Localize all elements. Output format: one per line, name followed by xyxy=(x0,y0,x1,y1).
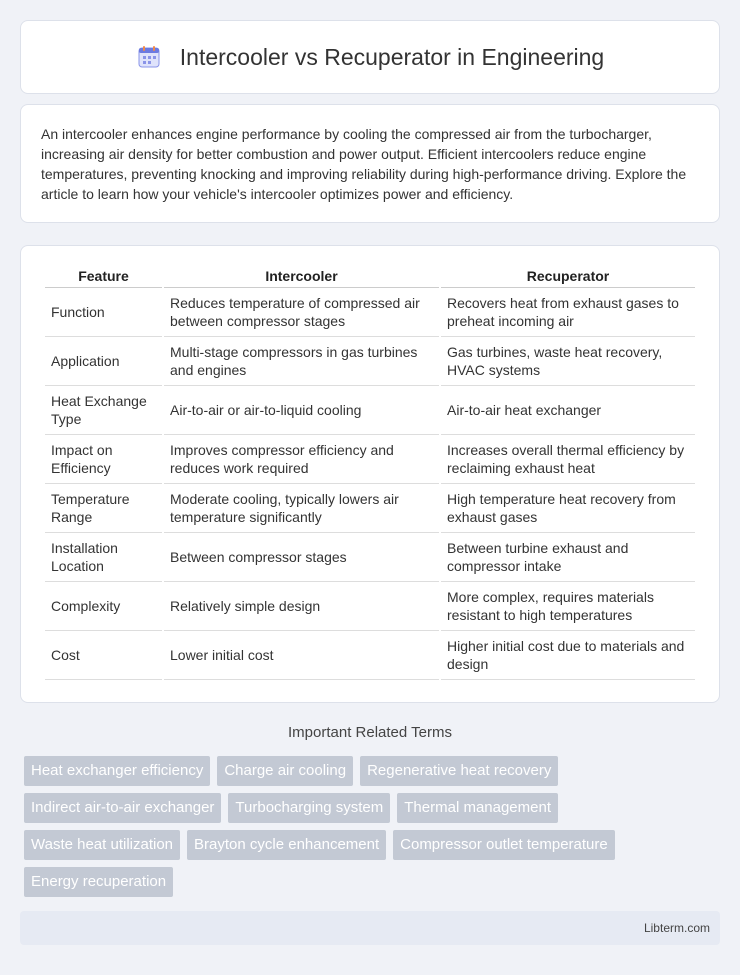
feature-cell: Complexity xyxy=(45,582,162,631)
related-term-tag[interactable]: Compressor outlet temperature xyxy=(393,830,615,860)
calendar-icon xyxy=(136,44,162,70)
related-term-tag[interactable]: Indirect air-to-air exchanger xyxy=(24,793,221,823)
feature-cell: Temperature Range xyxy=(45,484,162,533)
feature-cell: Impact on Efficiency xyxy=(45,435,162,484)
table-row xyxy=(45,337,695,386)
recuperator-cell: More complex, requires materials resistant to high temperatures xyxy=(441,582,695,631)
related-term-tag[interactable]: Brayton cycle enhancement xyxy=(187,830,386,860)
table-header-row xyxy=(45,266,695,288)
related-terms-title: Important Related Terms xyxy=(288,724,452,741)
footer-link[interactable]: Libterm.com xyxy=(643,921,710,935)
related-term-tag[interactable]: Turbocharging system xyxy=(228,793,390,823)
related-term-tag[interactable]: Waste heat utilization xyxy=(24,830,180,860)
table-row xyxy=(45,582,695,631)
comparison-table-card xyxy=(20,245,720,703)
table-row xyxy=(45,533,695,582)
table-row xyxy=(45,288,695,337)
tag-row xyxy=(24,830,724,860)
page-title: Intercooler vs Recuperator in Engineering xyxy=(179,43,605,70)
intro-text: An intercooler enhances engine performance by cooling the compressed air from the turbocharger, increasing air density for better combustion and power output. Efficient intercoolers reduce engine temperatures, preventing knocking and improving reliability during high-performance driving. Explore the article to learn how your vehicle's intercooler optimizes power and efficiency. xyxy=(41,126,687,202)
title-wrap xyxy=(136,44,604,71)
intercooler-cell: Reduces temperature of compressed air between compressor stages xyxy=(164,288,439,337)
recuperator-cell: Increases overall thermal efficiency by reclaiming exhaust heat xyxy=(441,435,695,484)
intercooler-cell: Multi-stage compressors in gas turbines and engines xyxy=(164,337,439,386)
table-row xyxy=(45,631,695,680)
intercooler-cell: Moderate cooling, typically lowers air temperature significantly xyxy=(164,484,439,533)
header-recuperator: Recuperator xyxy=(441,266,695,288)
table-row xyxy=(45,435,695,484)
recuperator-cell: Air-to-air heat exchanger xyxy=(441,386,695,435)
tag-row xyxy=(24,793,724,823)
intercooler-cell: Relatively simple design xyxy=(164,582,439,631)
related-term-tag[interactable]: Energy recuperation xyxy=(24,867,173,897)
recuperator-cell: Between turbine exhaust and compressor intake xyxy=(441,533,695,582)
header-intercooler: Intercooler xyxy=(164,266,439,288)
tag-row xyxy=(24,867,724,897)
intercooler-cell: Lower initial cost xyxy=(164,631,439,680)
feature-cell: Cost xyxy=(45,631,162,680)
header-card xyxy=(20,20,720,94)
intercooler-cell: Air-to-air or air-to-liquid cooling xyxy=(164,386,439,435)
table-row xyxy=(45,386,695,435)
feature-cell: Application xyxy=(45,337,162,386)
feature-cell: Heat Exchange Type xyxy=(45,386,162,435)
related-term-tag[interactable]: Heat exchanger efficiency xyxy=(24,756,210,786)
recuperator-cell: High temperature heat recovery from exhaust gases xyxy=(441,484,695,533)
related-term-tag[interactable]: Charge air cooling xyxy=(217,756,353,786)
comparison-table xyxy=(43,266,697,680)
header-feature: Feature xyxy=(45,266,162,288)
related-terms-list xyxy=(24,756,724,904)
table-row xyxy=(45,484,695,533)
intro-card xyxy=(20,104,720,223)
tag-row xyxy=(24,756,724,786)
related-term-tag[interactable]: Regenerative heat recovery xyxy=(360,756,558,786)
recuperator-cell: Higher initial cost due to materials and design xyxy=(441,631,695,680)
footer xyxy=(20,911,720,945)
related-term-tag[interactable]: Thermal management xyxy=(397,793,558,823)
feature-cell: Installation Location xyxy=(45,533,162,582)
recuperator-cell: Gas turbines, waste heat recovery, HVAC systems xyxy=(441,337,695,386)
feature-cell: Function xyxy=(45,288,162,337)
recuperator-cell: Recovers heat from exhaust gases to preheat incoming air xyxy=(441,288,695,337)
intercooler-cell: Between compressor stages xyxy=(164,533,439,582)
intercooler-cell: Improves compressor efficiency and reduces work required xyxy=(164,435,439,484)
